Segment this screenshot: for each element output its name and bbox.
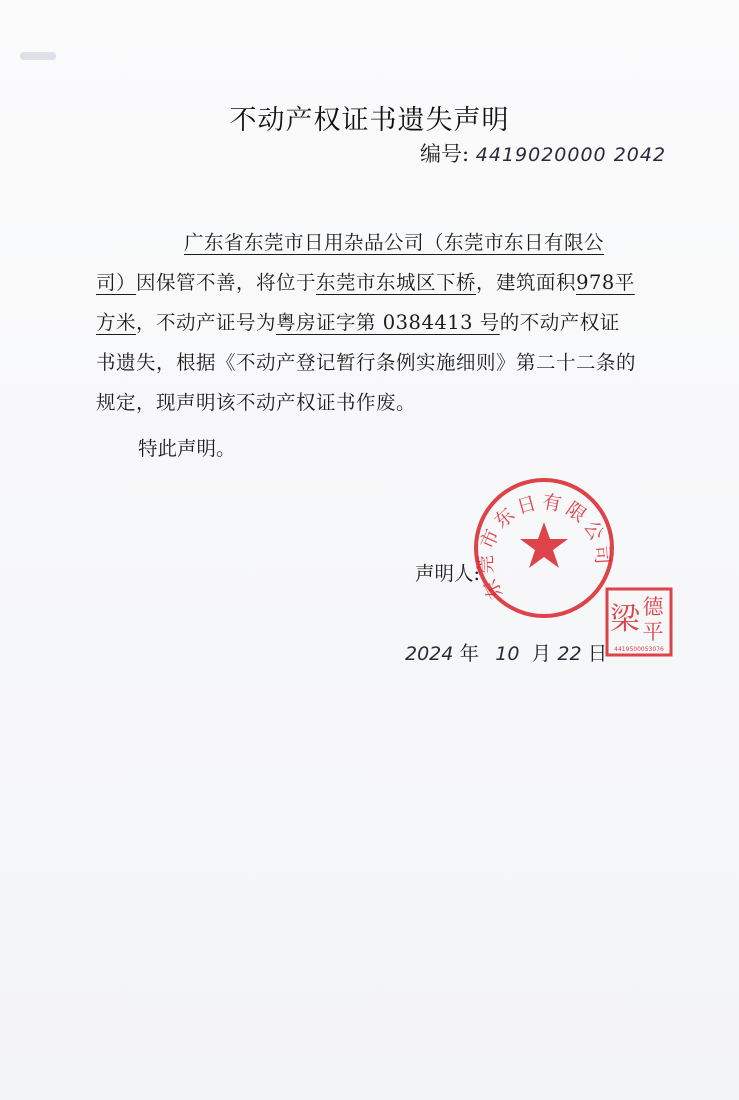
scan-mark <box>20 52 56 60</box>
star-icon <box>520 522 568 568</box>
chop-char-ping: 平 <box>642 620 664 644</box>
date-year-unit: 年 <box>459 642 480 665</box>
floor-area: 978 <box>576 271 615 294</box>
date-day: 22 <box>557 643 582 665</box>
company-seal-stamp <box>472 476 616 620</box>
chop-char-liang: 梁 <box>610 602 640 637</box>
seal-text: 东莞市东日有限公司 <box>474 490 614 603</box>
company-name-end: 司） <box>96 271 137 294</box>
chop-number: 4419500053076 <box>614 646 664 653</box>
company-name: 广东省东莞市日用杂品公司（东莞市东日有限公 <box>184 231 605 254</box>
closing-statement: 特此声明。 <box>138 437 236 460</box>
area-unit: 平方米 <box>96 271 635 334</box>
body-text-segment: 的不动产权证书遗失，根据《不动产登记暂行条例实施细则》第二十二条的规定，现声明该不动产权证书作废。 <box>96 311 637 414</box>
number-label: 编号: <box>420 142 470 166</box>
number-value: 4419020000 2042 <box>475 144 667 166</box>
body-text-segment: ，建筑面积 <box>476 271 577 294</box>
declaration-paragraph <box>96 223 636 423</box>
certificate-number: 粤房证字第 0384413 号 <box>276 311 500 334</box>
page-title: 不动产权证书遗失声明 <box>229 105 510 136</box>
body-text-segment: ，不动产证号为 <box>136 311 277 334</box>
date-month: 10 <box>495 643 520 665</box>
chop-char-de: 德 <box>642 595 664 619</box>
personal-chop-stamp <box>605 587 673 657</box>
declaration-body <box>96 223 636 423</box>
document-number <box>420 138 666 168</box>
date-day-unit: 日 <box>587 642 608 665</box>
date-year: 2024 <box>405 643 454 665</box>
body-text-segment: 因保管不善，将位于 <box>136 271 317 294</box>
date-month-unit: 月 <box>531 642 552 665</box>
declarant-label: 声明人: <box>415 562 481 585</box>
declaration-date <box>405 638 607 666</box>
property-location: 东莞市东城区下桥 <box>316 271 477 294</box>
